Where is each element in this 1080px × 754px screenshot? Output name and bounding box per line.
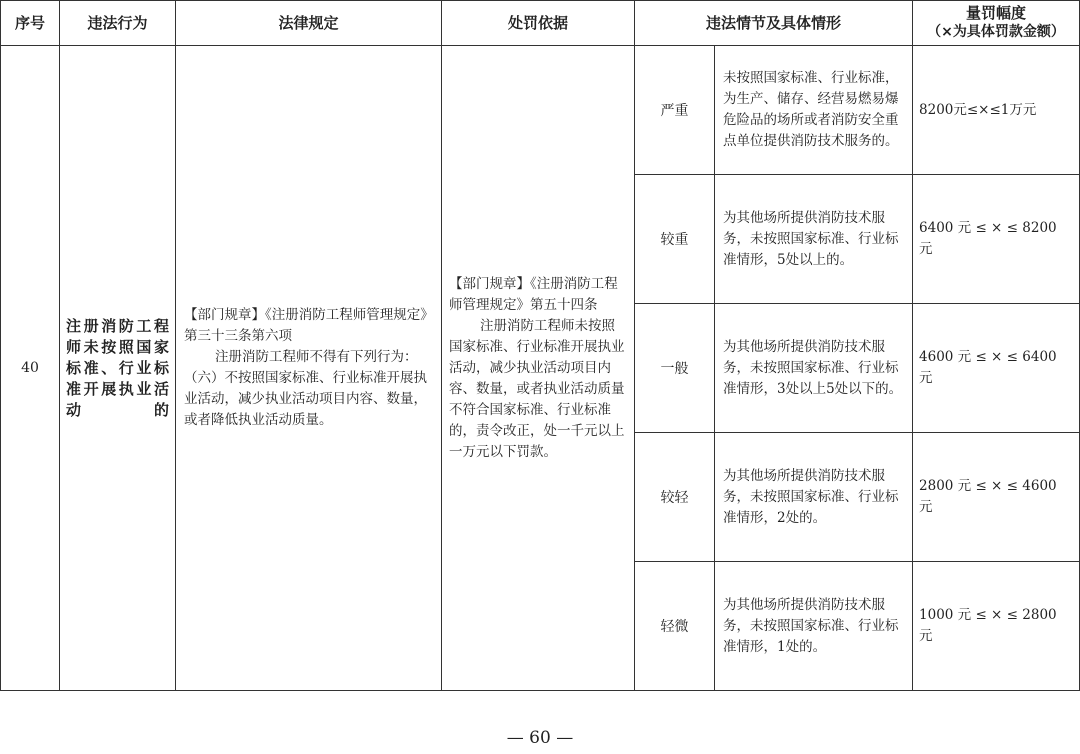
basis-text: 注册消防工程师未按照国家标准、行业标准开展执业活动，减少执业活动项目内容、数量，或者执业活动质量不符合国家标准、行业标准的，责令改正，处一千元以上一万元以下罚款。 <box>449 317 625 460</box>
level-range: 8200元≤×≤1万元 <box>913 46 1080 175</box>
level-range: 6400 元 ≤ × ≤ 8200 元 <box>913 175 1080 304</box>
record-act: 注册消防工程师未按照国家标准、行业标准开展执业活动的 <box>60 46 176 691</box>
level-label: 一般 <box>635 304 715 433</box>
record-no: 40 <box>1 46 60 691</box>
level-circumstance: 为其他场所提供消防技术服务，未按照国家标准、行业标准情形，3处以上5处以下的。 <box>715 304 913 433</box>
header-range-line2: （×为具体罚款金额） <box>927 24 1065 40</box>
level-range: 1000 元 ≤ × ≤ 2800 元 <box>913 562 1080 691</box>
level-label: 较轻 <box>635 433 715 562</box>
basis-title: 【部门规章】《注册消防工程师管理规定》第五十四条 <box>449 275 618 313</box>
header-row <box>1 1 1080 46</box>
header-circumstance: 违法情节及具体情形 <box>635 1 913 46</box>
level-range: 4600 元 ≤ × ≤ 6400 元 <box>913 304 1080 433</box>
page-number: — 60 — <box>506 728 574 748</box>
header-range <box>913 1 1080 46</box>
level-circumstance: 为其他场所提供消防技术服务，未按照国家标准、行业标准情形，2处的。 <box>715 433 913 562</box>
header-law: 法律规定 <box>176 1 442 46</box>
record-basis <box>442 46 635 691</box>
header-no: 序号 <box>1 1 60 46</box>
level-label: 严重 <box>635 46 715 175</box>
header-act: 违法行为 <box>60 1 176 46</box>
level-label: 轻微 <box>635 562 715 691</box>
law-title: 【部门规章】《注册消防工程师管理规定》第三十三条第六项 <box>184 307 427 344</box>
level-circumstance: 为其他场所提供消防技术服务，未按照国家标准、行业标准情形，5处以上的。 <box>715 175 913 304</box>
level-circumstance: 未按照国家标准、行业标准，为生产、储存、经营易燃易爆危险品的场所或者消防安全重点单位提供消防技术服务的。 <box>715 46 913 175</box>
level-label: 较重 <box>635 175 715 304</box>
law-text: 注册消防工程师不得有下列行为：（六）不按照国家标准、行业标准开展执业活动，减少执业活动项目内容、数量，或者降低执业活动质量。 <box>184 349 427 428</box>
record-law <box>176 46 442 691</box>
header-basis: 处罚依据 <box>442 1 635 46</box>
level-range: 2800 元 ≤ × ≤ 4600 元 <box>913 433 1080 562</box>
table-row <box>1 46 1080 175</box>
header-range-line1: 量罚幅度 <box>966 4 1027 22</box>
level-circumstance: 为其他场所提供消防技术服务，未按照国家标准、行业标准情形，1处的。 <box>715 562 913 691</box>
